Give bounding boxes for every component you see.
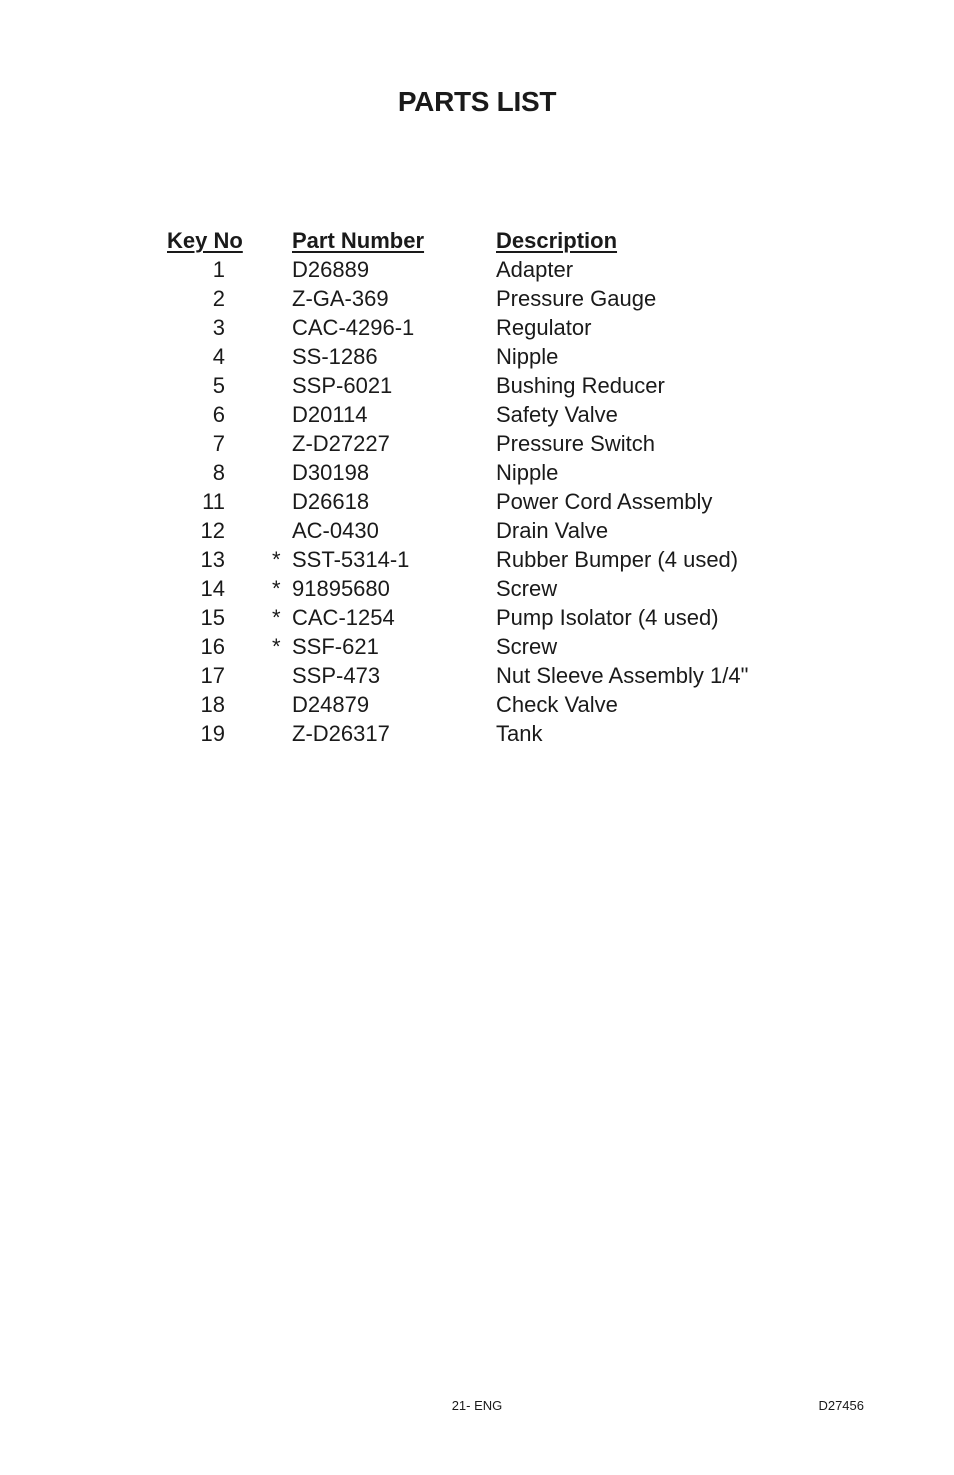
table-row — [0, 545, 954, 574]
table-row — [0, 371, 954, 400]
asterisk-mark: * — [272, 547, 281, 572]
table-row — [0, 719, 954, 748]
description-cell: Drain Valve — [496, 518, 609, 543]
part-number-cell: CAC-4296-1 — [292, 315, 415, 340]
key-no-cell: 19 — [200, 721, 225, 746]
description-cell: Pressure Switch — [496, 431, 655, 456]
table-row — [0, 661, 954, 690]
key-no-cell: 1 — [212, 257, 225, 282]
part-number-cell: SSF-621 — [292, 634, 379, 659]
description-cell: Power Cord Assembly — [496, 489, 713, 514]
description-cell: Screw — [496, 576, 558, 601]
header-description: Description — [496, 228, 618, 253]
part-number-cell: D20114 — [292, 402, 368, 427]
description-cell: Nipple — [496, 460, 559, 485]
description-cell: Regulator — [496, 315, 592, 340]
document-number: D27456 — [818, 1398, 864, 1413]
table-row — [0, 458, 954, 487]
table-row — [0, 632, 954, 661]
key-no-cell: 18 — [200, 692, 225, 717]
table-row — [0, 429, 954, 458]
key-no-cell: 8 — [212, 460, 225, 485]
header-part-number: Part Number — [292, 228, 425, 253]
key-no-cell: 4 — [212, 344, 225, 369]
key-no-cell: 15 — [200, 605, 225, 630]
part-number-cell: 91895680 — [292, 576, 390, 601]
part-number-cell: Z-D26317 — [292, 721, 390, 746]
key-no-cell: 16 — [200, 634, 225, 659]
part-number-cell: SSP-473 — [292, 663, 381, 688]
table-row — [0, 690, 954, 719]
key-no-cell: 11 — [202, 489, 225, 514]
part-number-cell: D26618 — [292, 489, 370, 514]
key-no-cell: 3 — [212, 315, 225, 340]
part-number-cell: D24879 — [292, 692, 370, 717]
asterisk-mark: * — [272, 576, 281, 601]
table-row — [0, 400, 954, 429]
key-no-cell: 6 — [212, 402, 225, 427]
part-number-cell: D26889 — [292, 257, 370, 282]
description-cell: Check Valve — [496, 692, 618, 717]
page-title: PARTS LIST — [397, 86, 557, 117]
description-cell: Rubber Bumper (4 used) — [496, 547, 739, 572]
key-no-cell: 13 — [200, 547, 225, 572]
description-cell: Screw — [496, 634, 558, 659]
part-number-cell: Z-GA-369 — [292, 286, 389, 311]
part-number-cell: SST-5314-1 — [292, 547, 410, 572]
key-no-cell: 17 — [200, 663, 225, 688]
description-cell: Pump Isolator (4 used) — [496, 605, 719, 630]
table-row — [0, 574, 954, 603]
table-row — [0, 516, 954, 545]
header-key-no: Key No — [167, 228, 243, 253]
table-body — [0, 255, 954, 748]
table-row — [0, 313, 954, 342]
part-number-cell: CAC-1254 — [292, 605, 395, 630]
description-cell: Tank — [496, 721, 543, 746]
part-number-cell: D30198 — [292, 460, 370, 485]
part-number-cell: Z-D27227 — [292, 431, 390, 456]
description-cell: Nipple — [496, 344, 559, 369]
part-number-cell: AC-0430 — [292, 518, 379, 543]
table-row — [0, 284, 954, 313]
table-header-row — [0, 226, 954, 255]
parts-table — [0, 226, 954, 748]
part-number-cell: SS-1286 — [292, 344, 378, 369]
description-cell: Pressure Gauge — [496, 286, 657, 311]
part-number-cell: SSP-6021 — [292, 373, 393, 398]
table-row — [0, 603, 954, 632]
table-row — [0, 255, 954, 284]
key-no-cell: 14 — [200, 576, 225, 601]
key-no-cell: 2 — [212, 286, 225, 311]
asterisk-mark: * — [272, 634, 281, 659]
asterisk-mark: * — [272, 605, 281, 630]
description-cell: Safety Valve — [496, 402, 618, 427]
description-cell: Adapter — [496, 257, 574, 282]
key-no-cell: 5 — [212, 373, 225, 398]
table-row — [0, 342, 954, 371]
page-number: 21- ENG — [451, 1398, 503, 1413]
key-no-cell: 12 — [200, 518, 225, 543]
description-cell: Bushing Reducer — [496, 373, 665, 398]
table-row — [0, 487, 954, 516]
key-no-cell: 7 — [212, 431, 225, 456]
description-cell: Nut Sleeve Assembly 1/4" — [496, 663, 749, 688]
